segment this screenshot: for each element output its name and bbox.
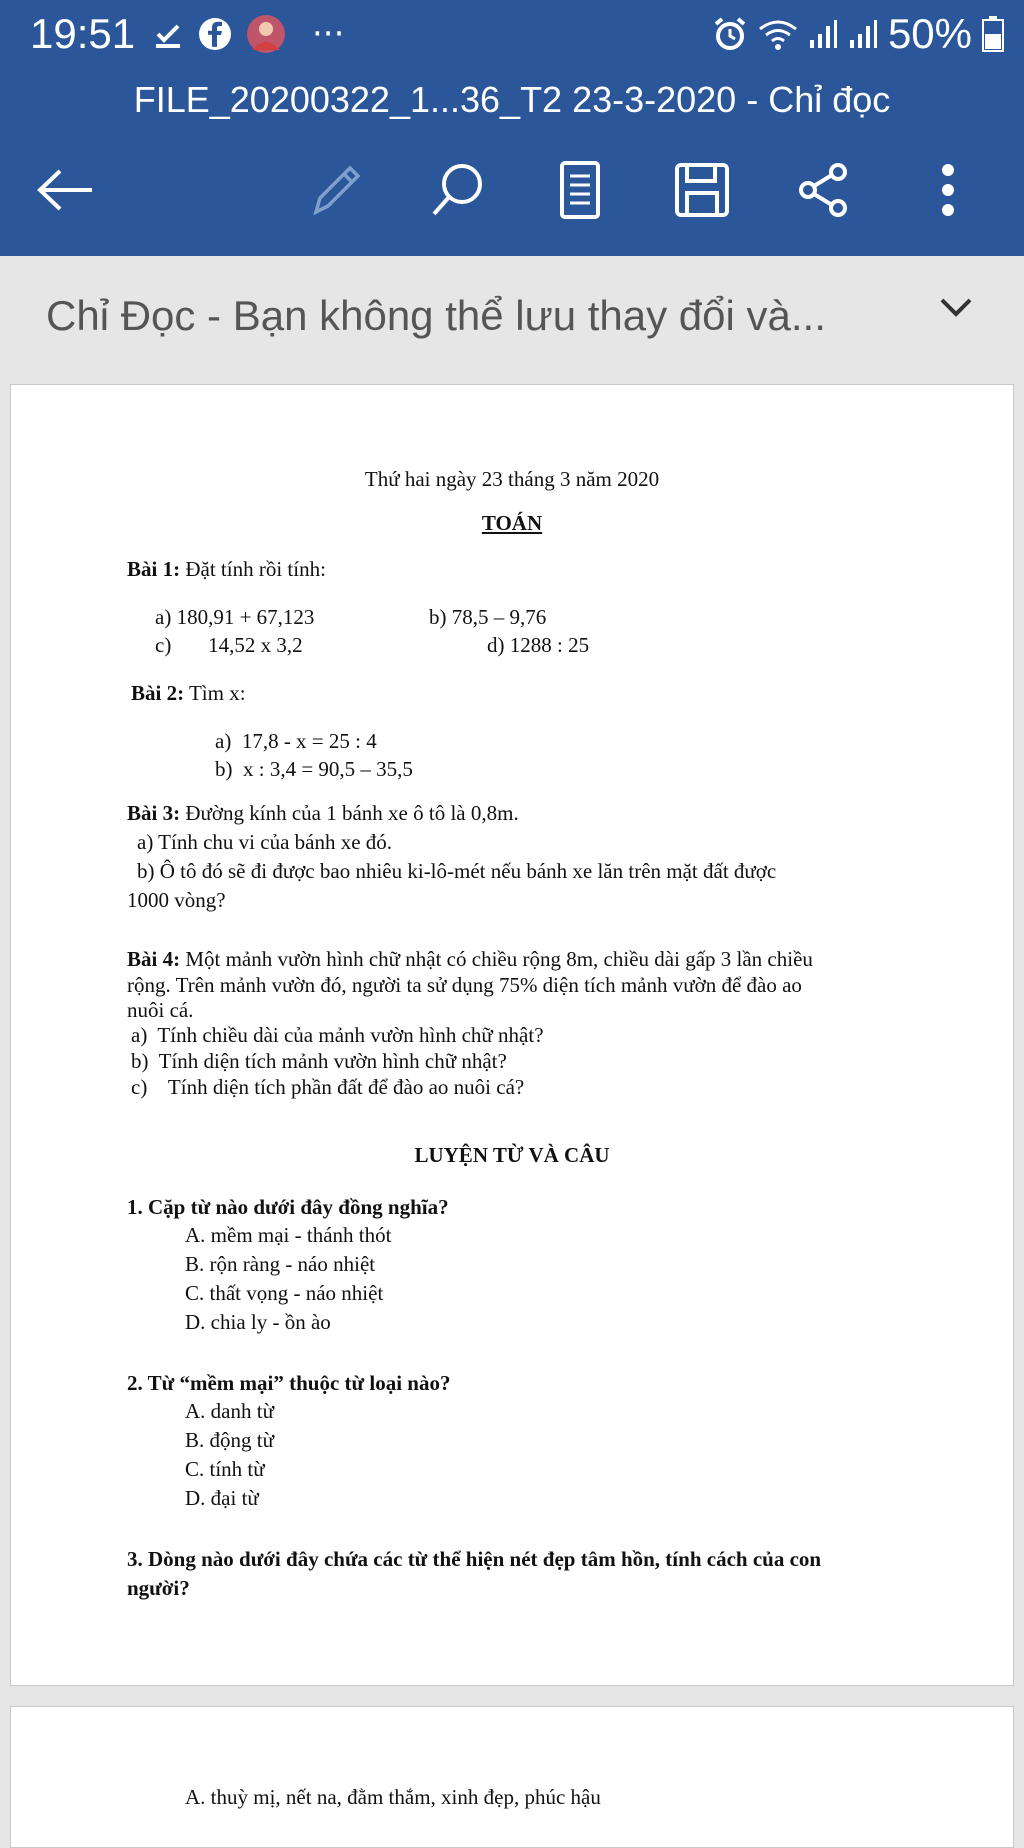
toolbar: [0, 130, 1024, 256]
exercise-1-d: d) 1288 : 25: [487, 633, 590, 657]
exercise-3-b-line2: 1000 vòng?: [127, 888, 226, 912]
save-button[interactable]: [662, 150, 742, 230]
battery-percent: 50%: [887, 10, 972, 57]
share-button[interactable]: [784, 150, 864, 230]
exercise-2: [131, 679, 246, 708]
question-2-option: D. đại từ: [185, 1486, 259, 1510]
question-1-option: B. rộn ràng - náo nhiệt: [185, 1252, 376, 1276]
document-page: [10, 1706, 1014, 1848]
status-bar: [0, 0, 1024, 70]
more-options-button[interactable]: [908, 150, 988, 230]
exercise-4-a: a) Tính chiều dài của mảnh vườn hình chữ nhật?: [131, 1023, 544, 1047]
more-vertical-icon: [938, 162, 958, 218]
exercise-1-b: b) 78,5 – 9,76: [429, 605, 547, 629]
exercise-text: Đường kính của 1 bánh xe ô tô là 0,8m.: [180, 801, 519, 825]
edit-button[interactable]: [296, 150, 376, 230]
section-heading-math: TOÁN: [481, 511, 543, 535]
question-3-line1: 3. Dòng nào dưới đây chứa các từ thể hiện nét đẹp tâm hồn, tính cách của con: [127, 1547, 822, 1571]
share-icon: [796, 162, 852, 218]
question-2-option: A. danh từ: [185, 1399, 274, 1423]
exercise-4-line3: nuôi cá.: [127, 998, 194, 1022]
question-1: 1. Cặp từ nào dưới đây đồng nghĩa?: [127, 1195, 449, 1219]
system-icons: [712, 10, 1004, 58]
exercise-4-line2: rộng. Trên mảnh vườn đó, người ta sử dụng 75% diện tích mảnh vườn để đào ao: [127, 973, 802, 997]
document-page: [10, 384, 1014, 1686]
exercise-2-b: b) x : 3,4 = 90,5 – 35,5: [215, 757, 413, 781]
more-dots-icon: ···: [312, 14, 345, 54]
exercise-text: Tìm x:: [184, 681, 246, 705]
question-1-option: D. chia ly - ồn ào: [185, 1310, 331, 1334]
exercise-1-c: c) 14,52 x 3,2: [155, 633, 303, 657]
question-3-line2: người?: [127, 1576, 190, 1600]
exercise-label: Bài 1:: [127, 557, 181, 581]
exercise-label: Bài 4:: [127, 947, 181, 971]
reading-view-button[interactable]: [540, 150, 620, 230]
back-icon: [36, 165, 96, 215]
exercise-1-a: a) 180,91 + 67,123: [155, 605, 315, 629]
exercise-4-b: b) Tính diện tích mảnh vườn hình chữ nhật?: [131, 1049, 507, 1073]
readonly-banner-text: Chỉ Đọc - Bạn không thể lưu thay đổi và...: [46, 292, 826, 339]
section-heading-language: LUYỆN TỪ VÀ CÂU: [414, 1143, 610, 1167]
exercise-label: Bài 2:: [131, 681, 185, 705]
search-button[interactable]: [418, 150, 498, 230]
download-done-icon: [152, 18, 184, 50]
back-button[interactable]: [26, 150, 106, 230]
question-3-option: A. thuỳ mị, nết na, đằm thắm, xinh đẹp, phúc hậu: [185, 1785, 601, 1809]
save-icon: [673, 161, 731, 219]
chevron-down-icon[interactable]: [938, 296, 974, 320]
question-2-option: B. động từ: [185, 1428, 274, 1452]
exercise-text: Đặt tính rồi tính:: [180, 557, 326, 581]
document-title: FILE_20200322_1...36_T2 23-3-2020 - Chỉ đọc: [0, 70, 1024, 130]
exercise-1: [127, 555, 326, 584]
facebook-icon: [198, 17, 232, 51]
exercise-3-a: a) Tính chu vi của bánh xe đó.: [137, 830, 393, 854]
avatar: [246, 14, 286, 54]
question-1-option: A. mềm mại - thánh thót: [185, 1223, 392, 1247]
reading-view-icon: [558, 160, 602, 220]
exercise-3: [127, 799, 519, 828]
exercise-text: Một mảnh vườn hình chữ nhật có chiều rộng 8m, chiều dài gấp 3 lần chiều: [180, 947, 813, 971]
doc-date: Thứ hai ngày 23 tháng 3 năm 2020: [364, 467, 660, 491]
wifi-icon: [758, 17, 798, 51]
edit-pencil-icon: [308, 162, 364, 218]
readonly-banner[interactable]: [0, 256, 1024, 382]
question-2-option: C. tính từ: [185, 1457, 265, 1481]
exercise-4: [127, 945, 813, 974]
exercise-2-a: a) 17,8 - x = 25 : 4: [215, 729, 377, 753]
question-1-option: C. thất vọng - náo nhiệt: [185, 1281, 384, 1305]
signal-icon: [808, 18, 838, 50]
search-icon: [428, 160, 488, 220]
exercise-4-c: c) Tính diện tích phần đất để đào ao nuôi cá?: [131, 1075, 525, 1099]
notification-icons: [152, 14, 344, 54]
alarm-icon: [712, 16, 748, 52]
question-2: 2. Từ “mềm mại” thuộc từ loại nào?: [127, 1371, 451, 1395]
battery-icon: [982, 16, 1004, 52]
clock: 19:51: [30, 10, 136, 57]
exercise-label: Bài 3:: [127, 801, 181, 825]
exercise-3-b-line1: b) Ô tô đó sẽ đi được bao nhiêu ki-lô-mét nếu bánh xe lăn trên mặt đất được: [137, 859, 777, 883]
signal-icon: [848, 18, 878, 50]
